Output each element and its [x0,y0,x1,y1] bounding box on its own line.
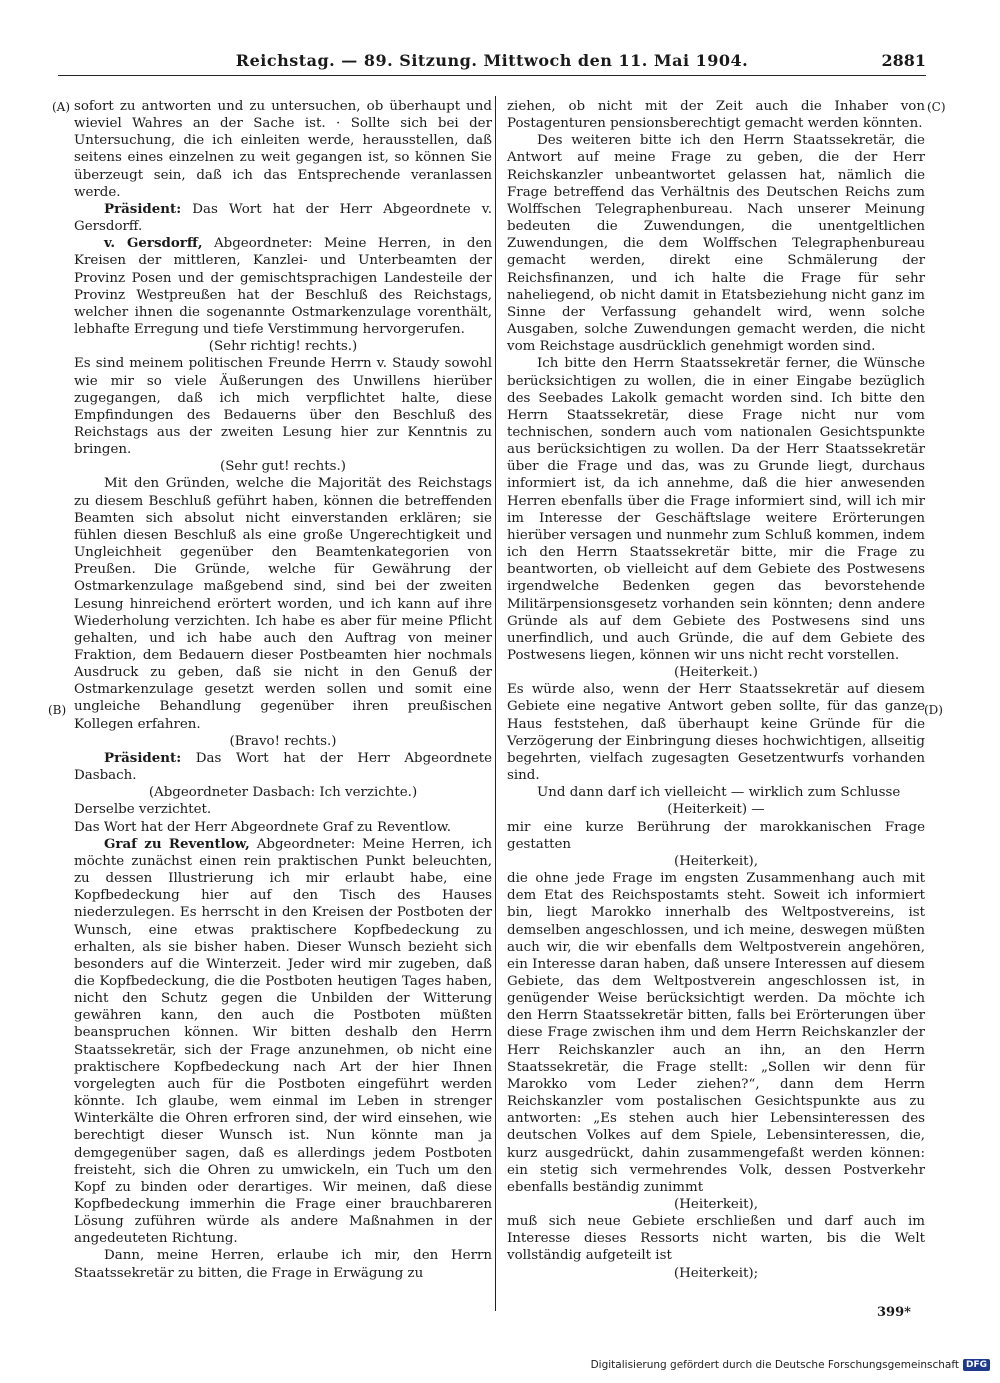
paragraph [74,1247,492,1281]
paragraph-text: Das Wort hat der Herr Abgeordnete Dasbach. [74,750,492,784]
paragraph-text: Ich bitte den Herrn Staatssekretär ferner, die Wünsche berücksichtigen zu wollen, die in einer Eingabe bezüglich des Seebades Lakolk gemacht worden sind. Ich bitte den Herrn Staatssekretär, diese Frage nicht nur vom technischen, sondern auch vom nationalen Gesichtspunkte aus berücksichtigen zu wollen. Da der Herr Staatssekretär über die Frage und das, was zu Grunde liegt, durchaus informiert ist, da ich annehme, daß die hier anwesenden Herren ebenfalls über die Frage informiert sind, will ich mir im Interesse der Geschäftslage weitere Erörterungen hierüber versagen und nunmehr zum Schluß kommen, indem ich den Herrn Staatssekretär bitte, mir die Frage zu beantworten, ob vielleicht auf dem Gebiete des Postwesens irgendwelche Bedenken gegen das bevorstehende Militärpensionsgesetz vorhanden sein könnten; denn andere Gründe als auf dem Gebiete des Postwesens sind uns unerfindlich, und auch Gründe, die auf dem Gebiete des Postwesens liegen, können wir uns nicht recht vorstellen. [507,356,925,663]
paragraph-text: (Heiterkeit.) [674,665,758,681]
paragraph-text: muß sich neue Gebiete erschließen und darf auch im Interesse dieses Ressorts nicht warten, bis die Welt vollständig aufgeteilt ist [507,1214,925,1264]
paragraph [74,819,492,836]
speaker-name: Graf zu Reventlow, [104,835,250,852]
paragraph-text: Des weiteren bitte ich den Herrn Staatssekretär, die Antwort auf meine Frage zu geben, die der Herr Reichskanzler unbeantwortet gelassen hat, nämlich die Frage betreffend das Verhältnis des Deutschen Reichs zum Wolffschen Telegraphenbureau. Nach unserer Meinung bedeuten die Zuwendungen, die unentgeltlichen Zuwendungen, die dem Wolffschen Telegraphenbureau gemacht werden, direkt eine Schmälerung der Reichsfinanzen, und ich halte die Frage für sehr naheliegend, ob nicht damit in Etatsbeziehung nicht ganz im Sinne der Verfassung gehandelt wird, wenn solche Ausgaben, solche Zuwendungen gemacht werden, die nicht vom Reichstage ausdrücklich genehmigt worden sind. [507,133,925,355]
column-divider [495,96,496,1311]
interjection [74,733,492,750]
digitization-credit [591,1359,990,1371]
running-title: Reichstag. — 89. Sitzung. Mittwoch den 11. Mai 1904. [235,51,749,70]
paragraph-text: Abgeordneter: Meine Herren, ich möchte zunächst einen rein praktischen Punkt beleuchten, zu dessen Illustrierung ich mir erlaubt habe, eine Kopfbedeckung hier auf den Tisch des Hauses niederzulegen. Es herrscht in den Kreisen der Postboten der Wunsch, eine etwas praktischere Kopfbedeckung zu erhalten, als sie bisher haben. Dieser Wunsch bezieht sich besonders auf die Winterzeit. Jeder wird mir zugeben, daß die Kopfbedeckung, die die Postboten heutigen Tages haben, nicht den Schutz gegen die Unbilden der Witterung gewähren kann, den auch die Postboten müßten beanspruchen können. Wir bitten deshalb den Herrn Staatssekretär, sich der Frage anzunehmen, ob nicht eine praktischere Kopfbedeckung nach Art der hier Ihnen vorgelegten auch für die Postboten eingeführt werden könnte. Ich glaube, wem einmal im Leben in strenger Winterkälte die Ohren erfroren sind, der wird einsehen, wie berechtigt dieser Wunsch ist. Nun könnte man ja demgegenüber sagen, daß es allerdings jedem Postboten freisteht, sich die Ohren zu umwickeln, ein Tuch um den Kopf zu binden oder derartiges. Wir meinen, daß diese Kopfbedeckung immerhin die Frage einer brauchbareren Lösung zuführen würde als andere Maßnahmen in der angedeuteten Richtung. [74,836,493,1247]
speech-paragraph [74,750,492,784]
interjection [74,338,492,355]
credit-text: Digitalisierung gefördert durch die Deutsche Forschungsgemeinschaft [590,1359,959,1371]
paragraph [74,355,492,458]
paragraph-text: (Sehr richtig! rechts.) [208,339,358,355]
interjection [74,784,492,801]
speaker-name: Präsident: [104,749,182,766]
paragraph-text: mir eine kurze Berührung der marokkanischen Frage gestatten [507,819,925,852]
paragraph-text: (Heiterkeit) — [667,802,765,818]
paragraph [507,98,925,132]
paragraph [507,1213,925,1264]
paragraph [74,801,492,818]
paragraph-text: (Sehr gut! rechts.) [219,459,346,475]
interjection [507,853,925,870]
interjection [507,801,925,818]
paragraph-text: Es würde also, wenn der Herr Staatssekretär auf diesem Gebiete eine negative Antwort geben sollte, für das ganze Haus feststehen, daß überhaupt keine Gründe für die Verzögerung der Einbringung dieses hochwichtigen, allseitig begehrten, vielfach zugesagten Gesetzentwurfs vorhanden sind. [507,682,925,784]
paragraph-text: Das Wort hat der Herr Abgeordnete v. Gersdorff. [74,201,492,235]
paragraph [507,784,925,801]
paragraph [507,870,925,1196]
paragraph-text: Mit den Gründen, welche die Majorität des Reichstags zu diesem Beschluß geführt haben, können die betreffenden Beamten sich absolut nicht einverstanden erklären; sie fühlen diesen Beschluß als eine große Ungerechtigkeit und Ungleichheit gegenüber den Beamtenkategorien von Preußen. Die Gründe, welche für Gewährung der Ostmarkenzulage maßgebend sind, sind bei der zweiten Lesung hinreichend erörtert worden, und ich kann auf ihre Wiederholung verzichten. Ich habe es aber für meine Pflicht gehalten, und ich habe auch den Auftrag von meiner Fraktion, dem Bedauern dieser Postbeamten hier nochmals Ausdruck zu geben, daß sie nicht in den Genuß der Ostmarkenzulage gesetzt werden sollen und somit eine ungleiche Behandlung gegenüber ihren preußischen Kollegen erfahren. [74,476,492,732]
paragraph-text: (Abgeordneter Dasbach: Ich verzichte.) [148,785,418,801]
paragraph-text: ziehen, ob nicht mit der Zeit auch die Inhaber von Postagenturen pensionsberechtigt gemacht werden könnten. [507,99,925,132]
paragraph-text: Das Wort hat der Herr Abgeordnete Graf zu Reventlow. [74,819,451,835]
speech-paragraph [74,836,492,1248]
dfg-logo: DFG [963,1359,990,1371]
paragraph-text: Abgeordneter: Meine Herren, in den Kreisen der mittleren, Kanzlei- und Unterbeamten der Provinz Posen und der gemischtsprachigen Landesteile der Provinz Westpreußen hat der Beschluß des Reichstags, welcher ihnen die sogenannte Ostmarkenzulage vorenthält, lebhafte Erregung und tiefe Verstimmung hervorgerufen. [74,236,493,338]
paragraph-text: (Heiterkeit), [674,853,758,869]
margin-marker-d: (D) [924,703,943,717]
sheet-number: 399* [877,1305,911,1320]
paragraph-text: (Heiterkeit), [674,1197,758,1212]
paragraph [507,681,925,784]
left-column [74,98,492,1282]
paragraph-text: sofort zu antworten und zu untersuchen, ob überhaupt und wieviel Wahres an der Sache ist. · Sollte sich bei der Untersuchung, die ich einleiten werde, herausstellen, daß seitens eines einzelnen zu weit gegangen ist, so können Sie überzeugt sein, daß ich das Entsprechende veranlassen werde. [74,99,492,200]
speaker-name: v. Gersdorff, [104,235,203,252]
paragraph-text: Dann, meine Herren, erlaube ich mir, den Herrn Staatssekretär zu bitten, die Frage in Erwägung zu [74,1248,492,1281]
paragraph [507,132,925,355]
right-column [507,98,925,1282]
paragraph [507,819,925,853]
paragraph-text: die ohne jede Frage im engsten Zusammenhang auch mit dem Etat des Reichspostamts steht. Soweit ich informiert bin, liegt Marokko innerhalb des Weltpostvereins, ist demselben angeschlossen, und ich meine, deswegen müßten auch wir, die wir ebenfalls dem Weltpostverein angehören, ein Interesse daran haben, daß unsere Interessen auf diesem Gebiete, das dem Weltpostverein angeschlossen ist, in genügender Weise berücksichtigt werden. Da möchte ich den Herrn Staatssekretär bitten, falls bei Erörterungen über diese Frage zwischen ihm und dem Herrn Reichskanzler der Herr Reichskanzler auch an ihn, an den Herrn Staatssekretär, die Frage stellt: „Sollen wir denn für Marokko vom Leder ziehen?“, dann dem Herrn Reichskanzler vom postalischen Gesichtspunkte aus zu antworten: „Es stehen auch hier Lebensinteressen des deutschen Volkes auf dem Spiele, Lebensinteressen, die, kurz ausgedrückt, dahin zusammengefaßt werden können: ein stetig sich vermehrendes Volk, dessen Postverkehr ebenfalls beständig zunimmt [507,871,925,1195]
paragraph [74,98,492,201]
speech-paragraph [74,235,492,338]
interjection [507,1196,925,1213]
paragraph-text: (Bravo! rechts.) [229,733,337,749]
interjection [507,664,925,681]
page-header [58,49,926,76]
paragraph-text: Derselbe verzichtet. [74,802,212,818]
margin-marker-b: (B) [48,703,67,717]
margin-marker-c: (C) [927,100,946,114]
speech-paragraph [74,201,492,235]
paragraph-text: Es sind meinem politischen Freunde Herrn v. Staudy sowohl wie mir so viele Äußerungen des Unwillens hierüber zugegangen, daß ich mich verpflichtet halte, diese Empfindungen des Bedauerns über den Beschluß des Reichstags aus der zweiten Lesung hier zur Kenntnis zu bringen. [74,356,492,458]
paragraph [74,475,492,732]
paragraph [507,355,925,664]
paragraph-text: (Heiterkeit); [673,1265,759,1281]
margin-marker-a: (A) [52,100,71,114]
page-number: 2881 [881,51,926,70]
speaker-name: Präsident: [104,200,182,217]
paragraph-text: Und dann darf ich vielleicht — wirklich zum Schlusse [537,785,901,801]
interjection [507,1265,925,1282]
interjection [74,458,492,475]
